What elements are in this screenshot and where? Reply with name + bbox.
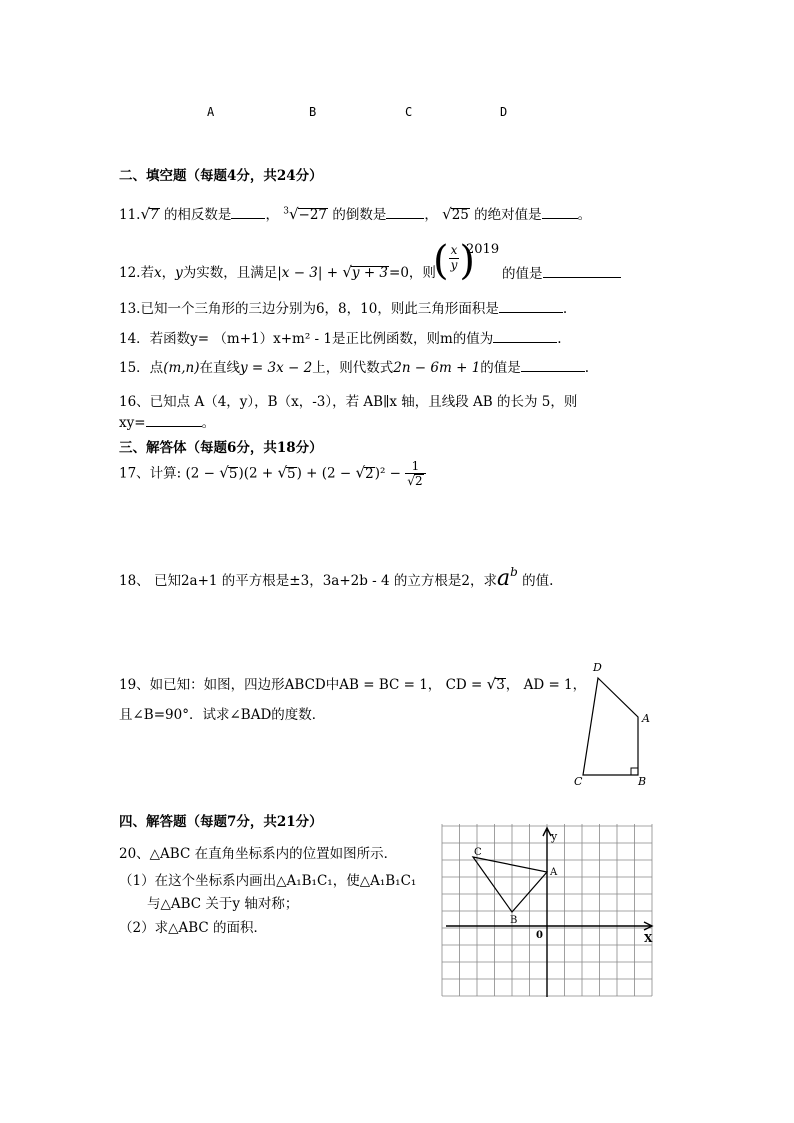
q15-blank[interactable]	[521, 357, 585, 372]
choice-c: C	[405, 105, 413, 119]
q19-text-1: 19、如已知：如图，四边形ABCD中AB = BC = 1， CD =	[119, 677, 487, 693]
right-angle-mark	[631, 768, 638, 775]
q16-xy: xy=	[119, 415, 146, 431]
q16-blank[interactable]	[146, 412, 202, 427]
q17-label: 17、计算:	[119, 465, 182, 482]
q17-fraction	[405, 460, 425, 488]
q12-text-1: 若	[140, 265, 154, 281]
sqrt-icon: √	[140, 205, 151, 223]
q12-fraction	[449, 244, 460, 271]
q13-end: .	[562, 301, 568, 317]
sqrt-icon: √	[442, 205, 452, 223]
q17-radicand-1: 5	[228, 465, 238, 482]
choice-d: D	[500, 105, 508, 119]
q11-radicand-1: 7	[150, 207, 159, 223]
sqrt-icon: √	[486, 675, 497, 693]
sqrt-icon: √	[342, 263, 352, 281]
vertex-label-b: B	[638, 775, 647, 788]
q12-text-4: 的值是	[502, 266, 543, 282]
q12-abs-expr: |x − 3| +	[277, 265, 343, 281]
q11-sep-1: ，	[265, 207, 279, 223]
choice-a: A	[207, 105, 215, 119]
q12-radicand: y + 3	[351, 265, 389, 281]
point-label-b: B	[510, 915, 518, 926]
section3-heading: 三、解答体（每题6分，共18分）	[119, 440, 323, 456]
q17-frac-num: 1	[405, 460, 425, 474]
q13-blank[interactable]	[499, 298, 563, 313]
coordinate-grid	[440, 822, 665, 1000]
vertex-label-c: C	[574, 775, 583, 788]
right-paren-icon: )	[459, 238, 475, 284]
point-label-c: C	[474, 847, 482, 858]
origin-label: 0	[536, 930, 543, 941]
q16-end: 。	[201, 415, 216, 431]
q11-radicand-2: −27	[298, 207, 328, 223]
q17-frac-den-radicand: 2	[414, 474, 423, 489]
q12-blank[interactable]	[543, 263, 621, 278]
q14-end: .	[557, 331, 562, 347]
q15-line: y = 3x − 2	[240, 360, 313, 376]
q15-text-3: 上，则代数式	[312, 360, 394, 376]
left-paren-icon: (	[433, 238, 449, 284]
q17-expr-2: )(2 +	[238, 465, 278, 482]
q15-expr: 2n − 6m + 1	[393, 360, 481, 376]
x-axis-label: X	[644, 932, 653, 945]
q15-end: .	[584, 360, 590, 376]
sqrt-icon: √	[407, 474, 415, 489]
question-20-line-2: （1）在这个坐标系内画出△A₁B₁C₁，使△A₁B₁C₁	[119, 873, 417, 889]
q11-blank-1[interactable]	[231, 204, 265, 219]
q12-var-x: x	[153, 265, 162, 281]
q14-text: 14．若函数y= （m+1）x+m² - 1是正比例函数，则m的值为	[119, 331, 494, 347]
question-20-line-4: （2）求△ABC 的面积．	[119, 920, 268, 936]
question-14	[119, 327, 562, 347]
y-axis-label: y	[551, 830, 558, 843]
q11-end: 。	[577, 207, 592, 223]
point-label-a: A	[550, 867, 558, 878]
question-12	[119, 261, 436, 281]
question-16-line-1: 16、已知点 A（4，y），B（x，-3），若 AB∥x 轴，且线段 AB 的长为 5，则	[119, 394, 578, 410]
q12-number: 12.	[119, 265, 141, 281]
q17-radicand-3: 2	[365, 465, 374, 482]
q13-text: 13.已知一个三角形的三边分别为6，8，10，则此三角形面积是	[119, 301, 499, 317]
sqrt-icon: √	[355, 463, 366, 482]
q11-radicand-3: 25	[451, 207, 469, 223]
q18-base: a	[497, 566, 511, 591]
q11-cube-index: 3	[283, 206, 289, 217]
q12-tail	[502, 262, 621, 282]
choice-b: B	[309, 105, 317, 119]
question-19-line-1	[119, 673, 586, 693]
q18-end: 的值.	[522, 573, 554, 589]
q11-text-2: 的倒数是	[332, 207, 387, 223]
question-20-line-3: 与△ABC 关于y 轴对称；	[147, 896, 299, 912]
q11-text-1: 的相反数是	[163, 207, 232, 223]
q15-text-2: 在直线	[199, 360, 241, 376]
q11-number: 11.	[119, 207, 141, 223]
q17-frac-den	[405, 474, 425, 488]
q14-blank[interactable]	[493, 328, 557, 343]
q17-expr-1: (2 −	[185, 465, 220, 482]
q12-text-3: =0，则	[389, 265, 436, 281]
q18-exponent: b	[510, 564, 518, 579]
q17-expr-3: ) + (2 −	[296, 465, 356, 482]
triangle-abc	[473, 857, 547, 912]
q11-text-3: 的绝对值是	[474, 207, 542, 223]
quadrilateral-figure	[565, 655, 665, 790]
q19-text-2: ， AD = 1，	[505, 677, 587, 693]
q12-comma: ，	[161, 265, 176, 281]
vertex-label-d: D	[593, 661, 602, 674]
question-20-line-1: 20、△ABC 在直角坐标系内的位置如图所示．	[119, 846, 398, 862]
question-15	[119, 356, 589, 376]
q15-point: (m,n)	[163, 360, 200, 376]
question-13	[119, 297, 567, 317]
question-18	[119, 566, 553, 591]
q12-frac-num: x	[450, 243, 458, 258]
q17-expr-4: )² −	[374, 465, 406, 482]
quadrilateral-abcd	[583, 678, 638, 775]
q15-text-1: 15．点	[119, 360, 164, 376]
sqrt-icon: √	[219, 463, 229, 482]
question-17	[119, 460, 426, 488]
q11-blank-3[interactable]	[542, 204, 578, 219]
cbrt-icon: √	[288, 205, 299, 223]
question-19-line-2: 且∠B=90°．试求∠BAD的度数．	[119, 707, 326, 723]
question-16-line-2	[119, 411, 215, 431]
q12-text-2: 为实数，且满足	[182, 265, 278, 281]
vertex-label-a: A	[642, 712, 650, 725]
section2-heading: 二、填空题（每题4分，共24分）	[119, 168, 323, 184]
q12-var-y: y	[175, 265, 183, 281]
q18-text: 18、 已知2a+1 的平方根是±3，3a+2b - 4 的立方根是2，求	[119, 573, 497, 589]
question-11	[119, 203, 591, 223]
sqrt-icon: √	[277, 463, 288, 482]
q11-blank-2[interactable]	[386, 204, 424, 219]
q12-exponent: 2019	[466, 242, 500, 257]
q11-sep-2: ，	[424, 207, 438, 223]
q19-radicand: 3	[496, 677, 505, 693]
q15-text-4: 的值是	[480, 360, 521, 376]
section4-heading: 四、解答题（每题7分，共21分）	[119, 814, 323, 830]
q12-frac-den: y	[450, 257, 458, 272]
q17-radicand-2: 5	[287, 465, 296, 482]
